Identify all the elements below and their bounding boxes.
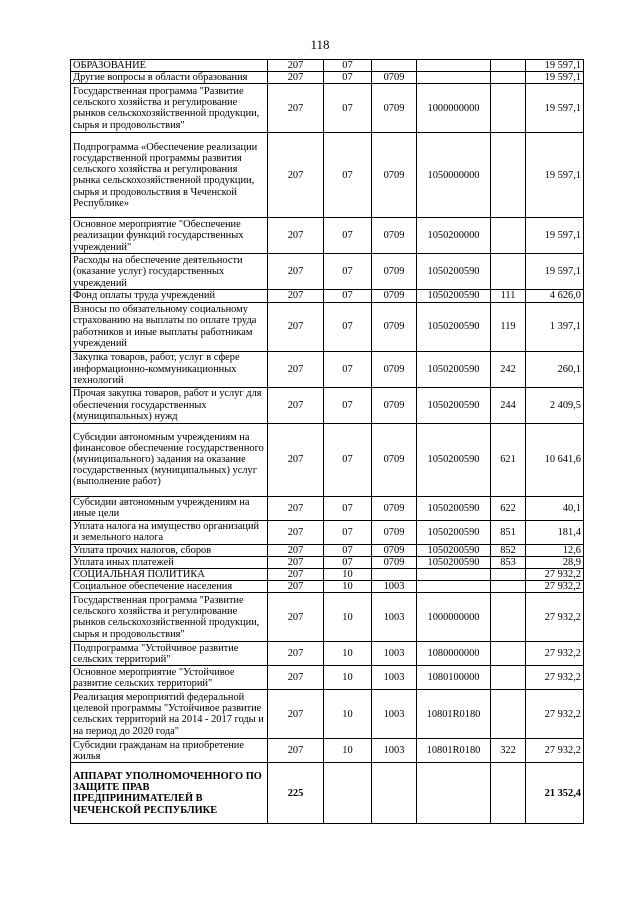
row-expense-type: 851 xyxy=(491,520,526,544)
row-target-article xyxy=(417,72,491,84)
table-row xyxy=(71,218,584,254)
row-sum: 1 397,1 xyxy=(526,302,584,351)
row-expense-type xyxy=(491,84,526,133)
row-expense-type: 111 xyxy=(491,290,526,302)
row-glava: 207 xyxy=(268,423,324,496)
row-podrazdel: 1003 xyxy=(372,593,417,642)
row-name: Основное мероприятие "Устойчивое развитие сельских территорий" xyxy=(71,666,268,690)
table-row xyxy=(71,593,584,642)
row-expense-type xyxy=(491,133,526,218)
table-row xyxy=(71,60,584,72)
row-razdel xyxy=(324,763,372,824)
table-row xyxy=(71,739,584,763)
row-sum: 19 597,1 xyxy=(526,60,584,72)
row-name: Фонд оплаты труда учреждений xyxy=(71,290,268,302)
row-expense-type: 852 xyxy=(491,544,526,556)
row-glava: 207 xyxy=(268,60,324,72)
row-sum: 12,6 xyxy=(526,544,584,556)
row-glava: 207 xyxy=(268,690,324,739)
row-target-article: 1000000000 xyxy=(417,84,491,133)
row-podrazdel: 0709 xyxy=(372,254,417,290)
row-target-article: 1080100000 xyxy=(417,666,491,690)
row-target-article: 1050200590 xyxy=(417,290,491,302)
row-glava: 207 xyxy=(268,556,324,568)
row-target-article: 1050200590 xyxy=(417,302,491,351)
row-glava: 207 xyxy=(268,254,324,290)
row-expense-type xyxy=(491,666,526,690)
row-glava: 207 xyxy=(268,387,324,423)
table-row xyxy=(71,581,584,593)
row-podrazdel: 1003 xyxy=(372,690,417,739)
row-expense-type: 322 xyxy=(491,739,526,763)
row-podrazdel xyxy=(372,60,417,72)
row-name: Субсидии автономным учреждениям на иные цели xyxy=(71,496,268,520)
row-sum: 27 932,2 xyxy=(526,569,584,581)
row-podrazdel xyxy=(372,569,417,581)
row-sum: 28,9 xyxy=(526,556,584,568)
row-podrazdel: 0709 xyxy=(372,387,417,423)
row-sum: 10 641,6 xyxy=(526,423,584,496)
table-row xyxy=(71,72,584,84)
row-glava: 207 xyxy=(268,739,324,763)
row-name: Расходы на обеспечение деятельности (оказание услуг) государственных учреждений xyxy=(71,254,268,290)
row-expense-type: 242 xyxy=(491,351,526,387)
page-number: 118 xyxy=(310,37,330,52)
row-expense-type xyxy=(491,581,526,593)
row-sum: 27 932,2 xyxy=(526,593,584,642)
table-row xyxy=(71,290,584,302)
row-razdel: 07 xyxy=(324,254,372,290)
row-podrazdel: 0709 xyxy=(372,290,417,302)
row-razdel: 07 xyxy=(324,544,372,556)
row-razdel: 10 xyxy=(324,593,372,642)
row-podrazdel: 0709 xyxy=(372,544,417,556)
row-glava: 207 xyxy=(268,351,324,387)
row-razdel: 07 xyxy=(324,496,372,520)
row-expense-type: 621 xyxy=(491,423,526,496)
row-sum: 2 409,5 xyxy=(526,387,584,423)
row-glava: 207 xyxy=(268,84,324,133)
row-name: Субсидии автономным учреждениям на финансовое обеспечение государственного (муниципального) задания на оказание государственных (муниципальных) услуг (выполнение работ) xyxy=(71,423,268,496)
row-expense-type xyxy=(491,218,526,254)
row-podrazdel: 0709 xyxy=(372,351,417,387)
row-target-article xyxy=(417,581,491,593)
table-row xyxy=(71,666,584,690)
row-name: Другие вопросы в области образования xyxy=(71,72,268,84)
row-glava: 207 xyxy=(268,666,324,690)
row-sum: 40,1 xyxy=(526,496,584,520)
table-row xyxy=(71,642,584,666)
row-glava: 207 xyxy=(268,218,324,254)
row-name: АППАРАТ УПОЛНОМОЧЕННОГО ПО ЗАЩИТЕ ПРАВ ПРЕДПРИНИМАТЕЛЕЙ В ЧЕЧЕНСКОЙ РЕСПУБЛИКЕ xyxy=(71,763,268,824)
budget-table xyxy=(70,59,584,824)
row-name: Социальное обеспечение населения xyxy=(71,581,268,593)
table-row xyxy=(71,84,584,133)
row-name: Закупка товаров, работ, услуг в сфере информационно-коммуникационных технологий xyxy=(71,351,268,387)
row-sum: 19 597,1 xyxy=(526,72,584,84)
row-razdel: 10 xyxy=(324,666,372,690)
row-sum: 19 597,1 xyxy=(526,218,584,254)
row-glava: 207 xyxy=(268,642,324,666)
row-razdel: 07 xyxy=(324,290,372,302)
row-razdel: 07 xyxy=(324,387,372,423)
row-name: Уплата прочих налогов, сборов xyxy=(71,544,268,556)
table-row xyxy=(71,302,584,351)
row-expense-type xyxy=(491,642,526,666)
table-row xyxy=(71,520,584,544)
row-podrazdel: 0709 xyxy=(372,302,417,351)
row-sum: 19 597,1 xyxy=(526,133,584,218)
row-podrazdel: 0709 xyxy=(372,520,417,544)
row-sum: 260,1 xyxy=(526,351,584,387)
row-razdel: 07 xyxy=(324,133,372,218)
row-glava: 207 xyxy=(268,593,324,642)
table-row xyxy=(71,351,584,387)
row-podrazdel: 1003 xyxy=(372,739,417,763)
row-target-article: 1050200590 xyxy=(417,423,491,496)
row-podrazdel: 0709 xyxy=(372,133,417,218)
row-sum: 4 626,0 xyxy=(526,290,584,302)
table-row xyxy=(71,690,584,739)
row-name: СОЦИАЛЬНАЯ ПОЛИТИКА xyxy=(71,569,268,581)
row-podrazdel: 0709 xyxy=(372,496,417,520)
row-glava: 207 xyxy=(268,520,324,544)
row-target-article: 1050200590 xyxy=(417,544,491,556)
table-row xyxy=(71,569,584,581)
row-razdel: 10 xyxy=(324,569,372,581)
row-razdel: 07 xyxy=(324,556,372,568)
row-target-article: 1050000000 xyxy=(417,133,491,218)
row-target-article: 1050200590 xyxy=(417,556,491,568)
row-target-article: 1050200590 xyxy=(417,496,491,520)
row-podrazdel: 0709 xyxy=(372,84,417,133)
row-sum: 19 597,1 xyxy=(526,254,584,290)
row-target-article: 1050200590 xyxy=(417,387,491,423)
row-podrazdel: 0709 xyxy=(372,218,417,254)
row-glava: 225 xyxy=(268,763,324,824)
row-glava: 207 xyxy=(268,496,324,520)
row-expense-type: 853 xyxy=(491,556,526,568)
row-target-article xyxy=(417,763,491,824)
row-name: Государственная программа "Развитие сельского хозяйства и регулирование рынков сельскохозяйственной продукции, сырья и продовольствия" xyxy=(71,593,268,642)
row-name: Подпрограмма "Устойчивое развитие сельских территорий" xyxy=(71,642,268,666)
row-razdel: 07 xyxy=(324,423,372,496)
row-sum: 27 932,2 xyxy=(526,666,584,690)
row-target-article: 1000000000 xyxy=(417,593,491,642)
row-razdel: 07 xyxy=(324,302,372,351)
row-razdel: 10 xyxy=(324,642,372,666)
table-row xyxy=(71,254,584,290)
row-name: ОБРАЗОВАНИЕ xyxy=(71,60,268,72)
row-razdel: 10 xyxy=(324,739,372,763)
row-razdel: 07 xyxy=(324,72,372,84)
row-sum: 21 352,4 xyxy=(526,763,584,824)
row-sum: 181,4 xyxy=(526,520,584,544)
row-podrazdel: 1003 xyxy=(372,581,417,593)
row-target-article xyxy=(417,569,491,581)
table-row xyxy=(71,387,584,423)
row-podrazdel xyxy=(372,763,417,824)
row-glava: 207 xyxy=(268,569,324,581)
row-expense-type xyxy=(491,254,526,290)
row-target-article xyxy=(417,60,491,72)
row-target-article: 1050200590 xyxy=(417,351,491,387)
row-target-article: 1050200590 xyxy=(417,254,491,290)
row-glava: 207 xyxy=(268,581,324,593)
row-razdel: 07 xyxy=(324,351,372,387)
row-expense-type xyxy=(491,690,526,739)
row-expense-type xyxy=(491,72,526,84)
row-sum: 27 932,2 xyxy=(526,642,584,666)
table-row xyxy=(71,763,584,824)
row-razdel: 10 xyxy=(324,690,372,739)
row-name: Основное мероприятие "Обеспечение реализации функций государственных учреждений" xyxy=(71,218,268,254)
row-razdel: 07 xyxy=(324,218,372,254)
row-razdel: 10 xyxy=(324,581,372,593)
row-sum: 27 932,2 xyxy=(526,581,584,593)
row-podrazdel: 0709 xyxy=(372,423,417,496)
row-glava: 207 xyxy=(268,302,324,351)
table-row xyxy=(71,496,584,520)
table-row xyxy=(71,423,584,496)
row-expense-type xyxy=(491,593,526,642)
row-name: Подпрограмма «Обеспечение реализации государственной программы развития сельского хозяйства и регулирования рынка сельскохозяйственной продукции, сырья и продовольствия в Чеченской Республике» xyxy=(71,133,268,218)
row-expense-type: 244 xyxy=(491,387,526,423)
row-target-article: 1050200590 xyxy=(417,520,491,544)
row-podrazdel: 0709 xyxy=(372,556,417,568)
row-podrazdel: 1003 xyxy=(372,642,417,666)
row-expense-type: 119 xyxy=(491,302,526,351)
row-expense-type: 622 xyxy=(491,496,526,520)
row-glava: 207 xyxy=(268,290,324,302)
row-razdel: 07 xyxy=(324,520,372,544)
row-name: Уплата иных платежей xyxy=(71,556,268,568)
row-name: Взносы по обязательному социальному страхованию на выплаты по оплате труда работников и иные выплаты работникам учреждений xyxy=(71,302,268,351)
table-row xyxy=(71,544,584,556)
row-target-article: 10801R0180 xyxy=(417,690,491,739)
row-target-article: 10801R0180 xyxy=(417,739,491,763)
row-podrazdel: 1003 xyxy=(372,666,417,690)
row-glava: 207 xyxy=(268,133,324,218)
row-sum: 27 932,2 xyxy=(526,739,584,763)
table-row xyxy=(71,133,584,218)
row-razdel: 07 xyxy=(324,84,372,133)
row-target-article: 1050200000 xyxy=(417,218,491,254)
row-expense-type xyxy=(491,763,526,824)
table-row xyxy=(71,556,584,568)
row-podrazdel: 0709 xyxy=(372,72,417,84)
row-glava: 207 xyxy=(268,544,324,556)
row-name: Реализация мероприятий федеральной целевой программы "Устойчивое развитие сельских территорий на 2014 - 2017 годы и на период до 2020 года" xyxy=(71,690,268,739)
row-razdel: 07 xyxy=(324,60,372,72)
row-sum: 27 932,2 xyxy=(526,690,584,739)
row-name: Прочая закупка товаров, работ и услуг для обеспечения государственных (муниципальных) нужд xyxy=(71,387,268,423)
row-expense-type xyxy=(491,569,526,581)
row-target-article: 1080000000 xyxy=(417,642,491,666)
row-sum: 19 597,1 xyxy=(526,84,584,133)
row-name: Субсидии гражданам на приобретение жилья xyxy=(71,739,268,763)
row-expense-type xyxy=(491,60,526,72)
row-glava: 207 xyxy=(268,72,324,84)
row-name: Государственная программа "Развитие сельского хозяйства и регулирование рынков сельскохозяйственной продукции, сырья и продовольствия" xyxy=(71,84,268,133)
row-name: Уплата налога на имущество организаций и земельного налога xyxy=(71,520,268,544)
